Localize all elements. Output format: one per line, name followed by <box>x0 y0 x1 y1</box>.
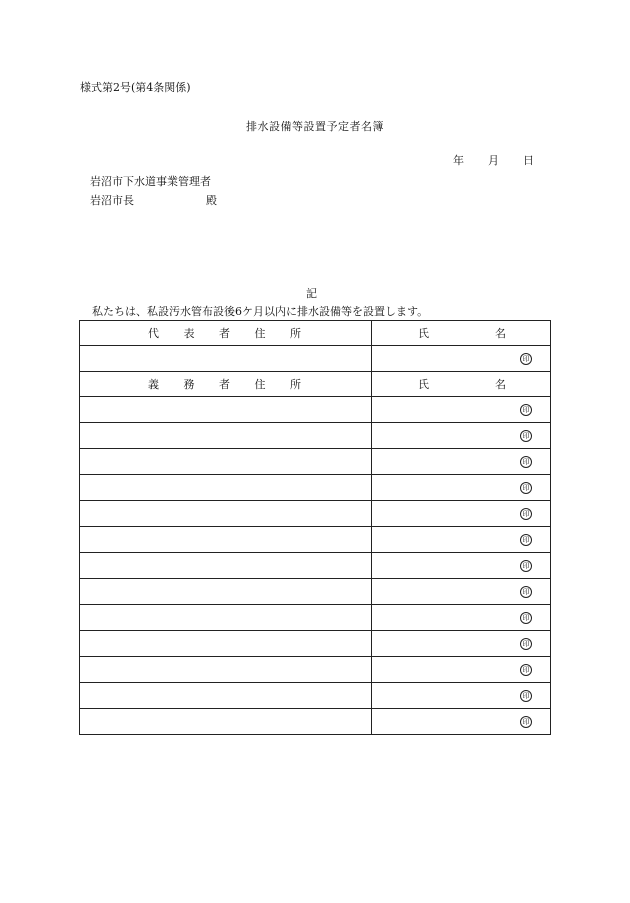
seal-mark-icon: 印 <box>520 508 532 520</box>
obligor-address-header-char: 者 <box>219 378 230 391</box>
obligor-address-header-char: 所 <box>290 378 301 391</box>
obligor-address-header-char: 義 <box>148 378 159 391</box>
obligor-name-header-char: 名 <box>495 378 506 391</box>
obligor-row <box>80 423 551 449</box>
obligor-name-header-char: 氏 <box>418 378 429 391</box>
seal-mark-icon: 印 <box>520 638 532 650</box>
obligor-name-cell[interactable] <box>372 631 551 657</box>
representative-address-cell[interactable] <box>80 346 372 372</box>
addressee-manager: 岩沼市下水道事業管理者 <box>90 175 211 188</box>
obligor-row <box>80 553 551 579</box>
statement-text: 私たちは、私設汚水管布設後6ケ月以内に排水設備等を設置します。 <box>92 305 429 318</box>
obligor-address-cell[interactable] <box>80 527 372 553</box>
obligor-name-cell[interactable] <box>372 501 551 527</box>
obligor-address-cell[interactable] <box>80 423 372 449</box>
addressee-honorific: 殿 <box>206 194 217 207</box>
seal-mark-icon: 印 <box>520 404 532 416</box>
obligor-row <box>80 501 551 527</box>
representative-name-cell[interactable] <box>372 346 551 372</box>
obligor-header-row <box>80 372 551 397</box>
form-number: 様式第2号(第4条関係) <box>80 81 191 94</box>
representative-address-header-char: 住 <box>254 327 266 340</box>
obligor-name-cell[interactable] <box>372 423 551 449</box>
obligor-name-cell[interactable] <box>372 605 551 631</box>
representative-address-header-char: 代 <box>148 327 159 340</box>
obligor-row <box>80 605 551 631</box>
seal-mark-icon: 印 <box>520 534 532 546</box>
obligor-name-cell[interactable] <box>372 579 551 605</box>
obligor-name-cell[interactable] <box>372 709 551 735</box>
obligor-address-cell[interactable] <box>80 683 372 709</box>
document-title: 排水設備等設置予定者名簿 <box>246 120 384 133</box>
obligor-row <box>80 475 551 501</box>
obligor-address-cell[interactable] <box>80 657 372 683</box>
register-table <box>79 320 551 735</box>
obligor-address-cell[interactable] <box>80 631 372 657</box>
obligor-row <box>80 631 551 657</box>
obligor-row <box>80 579 551 605</box>
representative-address-header <box>80 321 372 346</box>
seal-mark-icon: 印 <box>520 586 532 598</box>
obligor-row <box>80 527 551 553</box>
seal-mark-icon: 印 <box>520 430 532 442</box>
obligor-row <box>80 657 551 683</box>
representative-row <box>80 346 551 372</box>
seal-mark-icon: 印 <box>520 482 532 494</box>
ki-heading: 記 <box>306 287 317 300</box>
obligor-address-cell[interactable] <box>80 553 372 579</box>
addressee-mayor: 岩沼市長 <box>90 194 134 207</box>
obligor-name-cell[interactable] <box>372 657 551 683</box>
representative-address-header-char: 表 <box>183 327 195 340</box>
seal-mark-icon: 印 <box>520 560 532 572</box>
obligor-address-cell[interactable] <box>80 605 372 631</box>
seal-mark-icon: 印 <box>520 664 532 676</box>
obligor-address-cell[interactable] <box>80 709 372 735</box>
obligor-name-cell[interactable] <box>372 553 551 579</box>
obligor-address-cell[interactable] <box>80 475 372 501</box>
register-table-body <box>80 321 551 735</box>
obligor-address-header-char: 務 <box>183 378 195 391</box>
seal-mark-icon: 印 <box>520 690 532 702</box>
obligor-row <box>80 709 551 735</box>
date-month-label: 月 <box>488 154 499 167</box>
obligor-address-cell[interactable] <box>80 449 372 475</box>
obligor-address-header <box>80 372 372 397</box>
obligor-address-header-char: 住 <box>254 378 266 391</box>
seal-mark-icon: 印 <box>520 353 532 365</box>
seal-mark-icon: 印 <box>520 456 532 468</box>
obligor-address-cell[interactable] <box>80 397 372 423</box>
obligor-name-header <box>372 372 551 397</box>
seal-mark-icon: 印 <box>520 612 532 624</box>
obligor-name-cell[interactable] <box>372 475 551 501</box>
obligor-row <box>80 449 551 475</box>
representative-name-header-char: 名 <box>495 327 506 340</box>
obligor-row <box>80 397 551 423</box>
representative-name-header-char: 氏 <box>418 327 429 340</box>
obligor-name-cell[interactable] <box>372 449 551 475</box>
obligor-row <box>80 683 551 709</box>
obligor-name-cell[interactable] <box>372 397 551 423</box>
date-day-label: 日 <box>523 154 534 167</box>
representative-address-header-char: 所 <box>290 327 301 340</box>
representative-address-header-char: 者 <box>219 327 230 340</box>
representative-name-header <box>372 321 551 346</box>
obligor-address-cell[interactable] <box>80 501 372 527</box>
representative-header-row <box>80 321 551 346</box>
date-year-label: 年 <box>453 154 464 167</box>
seal-mark-icon: 印 <box>520 716 532 728</box>
obligor-name-cell[interactable] <box>372 527 551 553</box>
obligor-address-cell[interactable] <box>80 579 372 605</box>
obligor-name-cell[interactable] <box>372 683 551 709</box>
